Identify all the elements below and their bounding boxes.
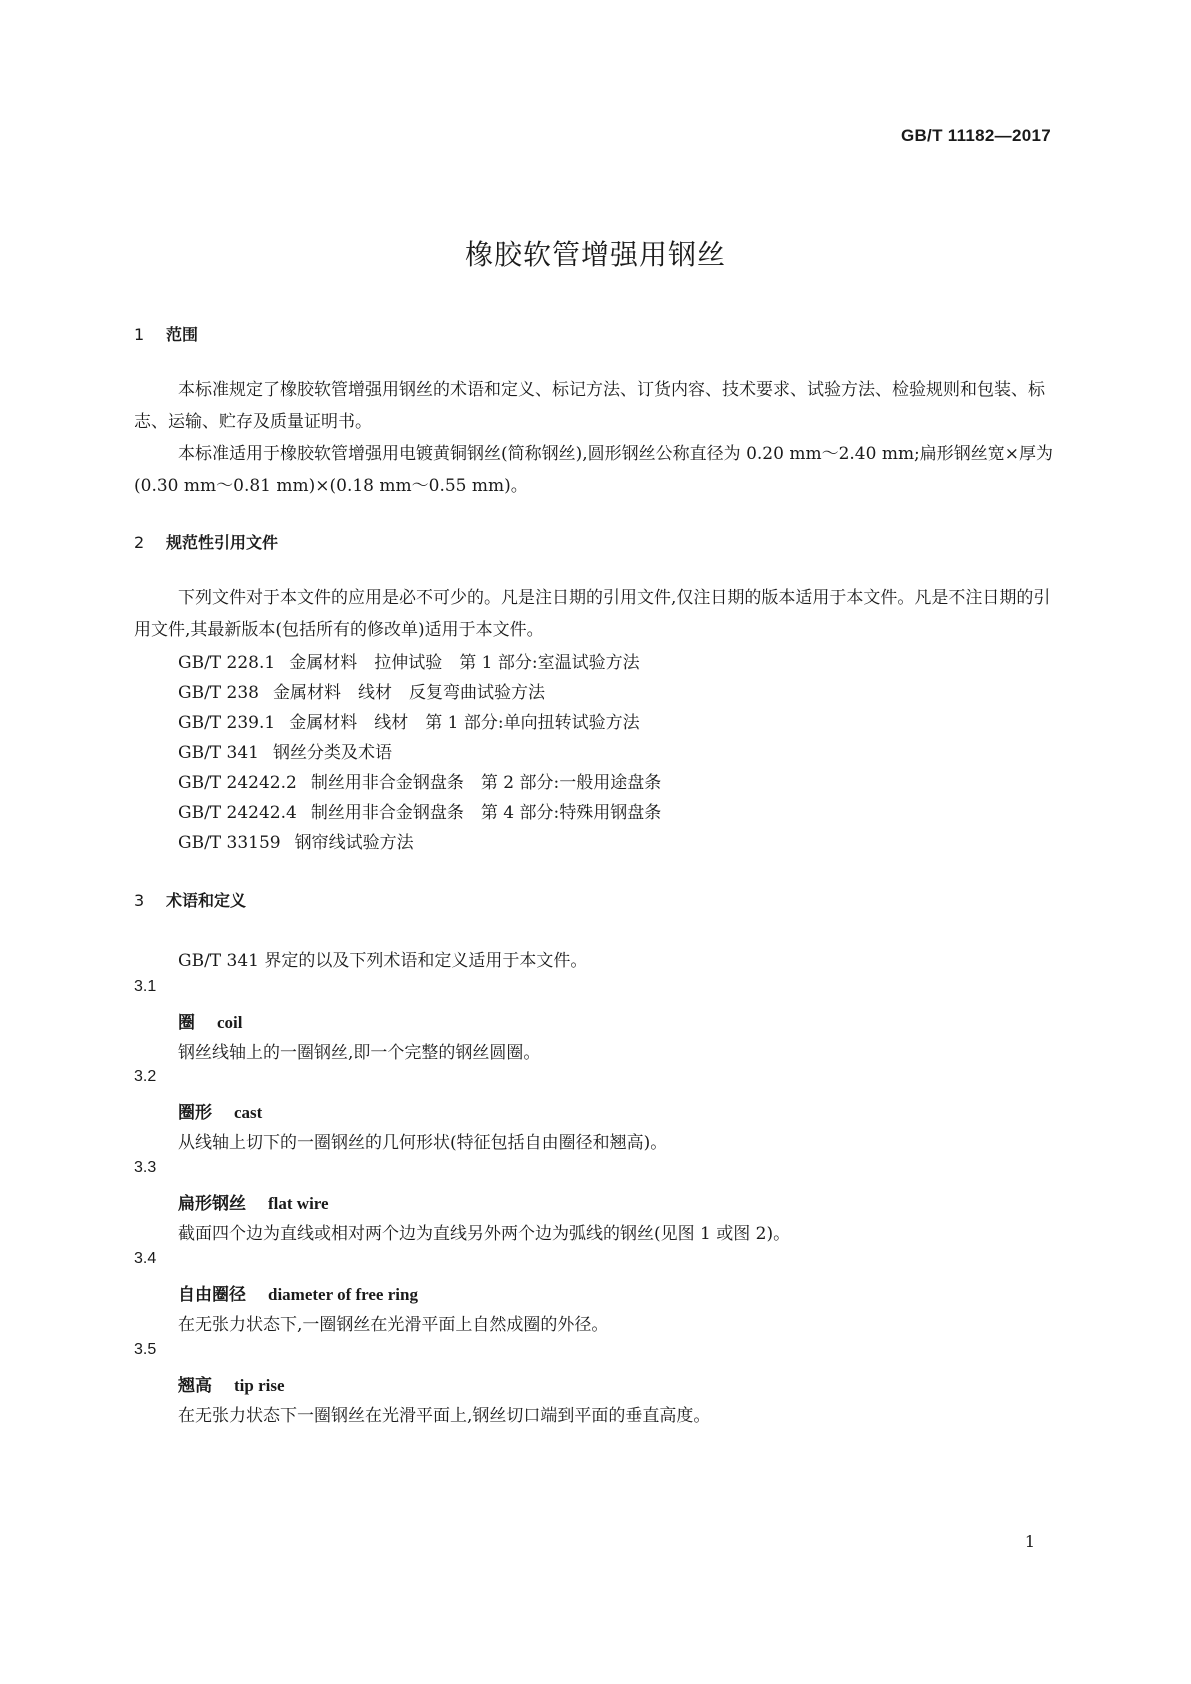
term-zh: 圈形: [178, 1103, 212, 1123]
term-zh: 圈: [178, 1013, 195, 1033]
paragraph: 本标准适用于橡胶软管增强用电镀黄铜钢丝(简称钢丝),圆形钢丝公称直径为 0.20 mm～2.40 mm;扁形钢丝宽×厚为(0.30 mm～0.81 mm)×(0.18 mm～0.55 mm)。: [134, 444, 1054, 496]
section-title: 术语和定义: [166, 891, 247, 910]
paragraph: 本标准规定了橡胶软管增强用钢丝的术语和定义、标记方法、订货内容、技术要求、试验方法、检验规则和包装、标志、运输、贮存及质量证明书。: [134, 380, 1045, 432]
reference-title: 金属材料 线材 第 1 部分:单向扭转试验方法: [289, 713, 640, 733]
reference-code: GB/T 24242.2: [178, 773, 297, 793]
term-zh: 扁形钢丝: [178, 1194, 246, 1214]
section-title: 规范性引用文件: [166, 533, 279, 552]
term-number: 3.3: [134, 1159, 157, 1176]
reference-code: GB/T 341: [178, 743, 259, 763]
term-name: [178, 1189, 329, 1214]
term-definition: 在无张力状态下,一圈钢丝在光滑平面上自然成圈的外径。: [178, 1315, 609, 1335]
term-name: [178, 1098, 262, 1123]
reference-item: [178, 738, 392, 763]
paragraph: 下列文件对于本文件的应用是必不可少的。凡是注日期的引用文件,仅注日期的版本适用于本文件。凡是不注日期的引用文件,其最新版本(包括所有的修改单)适用于本文件。: [134, 588, 1051, 640]
reference-title: 金属材料 线材 反复弯曲试验方法: [273, 683, 545, 703]
reference-title: 钢帘线试验方法: [294, 833, 414, 853]
term-definition: 截面四个边为直线或相对两个边为直线另外两个边为弧线的钢丝(见图 1 或图 2)。: [178, 1224, 791, 1244]
document-title: 橡胶软管增强用钢丝: [464, 238, 726, 271]
reference-code: GB/T 238: [178, 683, 259, 703]
reference-item: [178, 708, 640, 733]
reference-title: 制丝用非合金钢盘条 第 4 部分:特殊用钢盘条: [310, 803, 662, 823]
term-definition: 钢丝线轴上的一圈钢丝,即一个完整的钢丝圆圈。: [178, 1043, 541, 1063]
section-title: 范围: [166, 325, 199, 344]
term-definition: 从线轴上切下的一圈钢丝的几何形状(特征包括自由圈径和翘高)。: [178, 1133, 668, 1153]
reference-title: 金属材料 拉伸试验 第 1 部分:室温试验方法: [289, 653, 640, 673]
reference-item: [178, 798, 661, 823]
term-en: flat wire: [268, 1194, 329, 1213]
reference-code: GB/T 228.1: [178, 653, 276, 673]
section-number: 2: [134, 533, 145, 552]
section-3-heading: [134, 888, 246, 911]
reference-item: [178, 648, 640, 673]
standard-number: GB/T 11182—2017: [900, 126, 1051, 145]
reference-code: GB/T 24242.4: [178, 803, 297, 823]
section-1-heading: [134, 322, 198, 345]
term-en: coil: [217, 1013, 243, 1032]
reference-code: GB/T 33159: [178, 833, 281, 853]
reference-code: GB/T 239.1: [178, 713, 276, 733]
term-zh: 自由圈径: [178, 1285, 246, 1305]
term-name: [178, 1280, 418, 1305]
section-number: 1: [134, 325, 145, 344]
section-number: 3: [134, 891, 145, 910]
term-name: [178, 1008, 243, 1033]
reference-item: [178, 768, 661, 793]
term-number: 3.1: [134, 978, 157, 995]
term-number: 3.4: [134, 1250, 157, 1267]
section-2-heading: [134, 530, 278, 553]
term-number: 3.2: [134, 1068, 157, 1085]
section-2-intro: [134, 582, 1059, 646]
reference-item: [178, 828, 414, 853]
term-name: [178, 1371, 285, 1396]
reference-item: [178, 678, 545, 703]
term-en: cast: [234, 1103, 263, 1122]
term-en: diameter of free ring: [268, 1285, 418, 1304]
page-number: 1: [1024, 1532, 1035, 1551]
reference-title: 制丝用非合金钢盘条 第 2 部分:一般用途盘条: [310, 773, 662, 793]
term-number: 3.5: [134, 1341, 157, 1358]
section-1-body: [134, 374, 1059, 502]
section-3-intro: GB/T 341 界定的以及下列术语和定义适用于本文件。: [178, 951, 588, 971]
reference-title: 钢丝分类及术语: [273, 743, 392, 763]
term-definition: 在无张力状态下一圈钢丝在光滑平面上,钢丝切口端到平面的垂直高度。: [178, 1406, 711, 1426]
term-en: tip rise: [234, 1376, 285, 1395]
term-zh: 翘高: [178, 1376, 212, 1396]
